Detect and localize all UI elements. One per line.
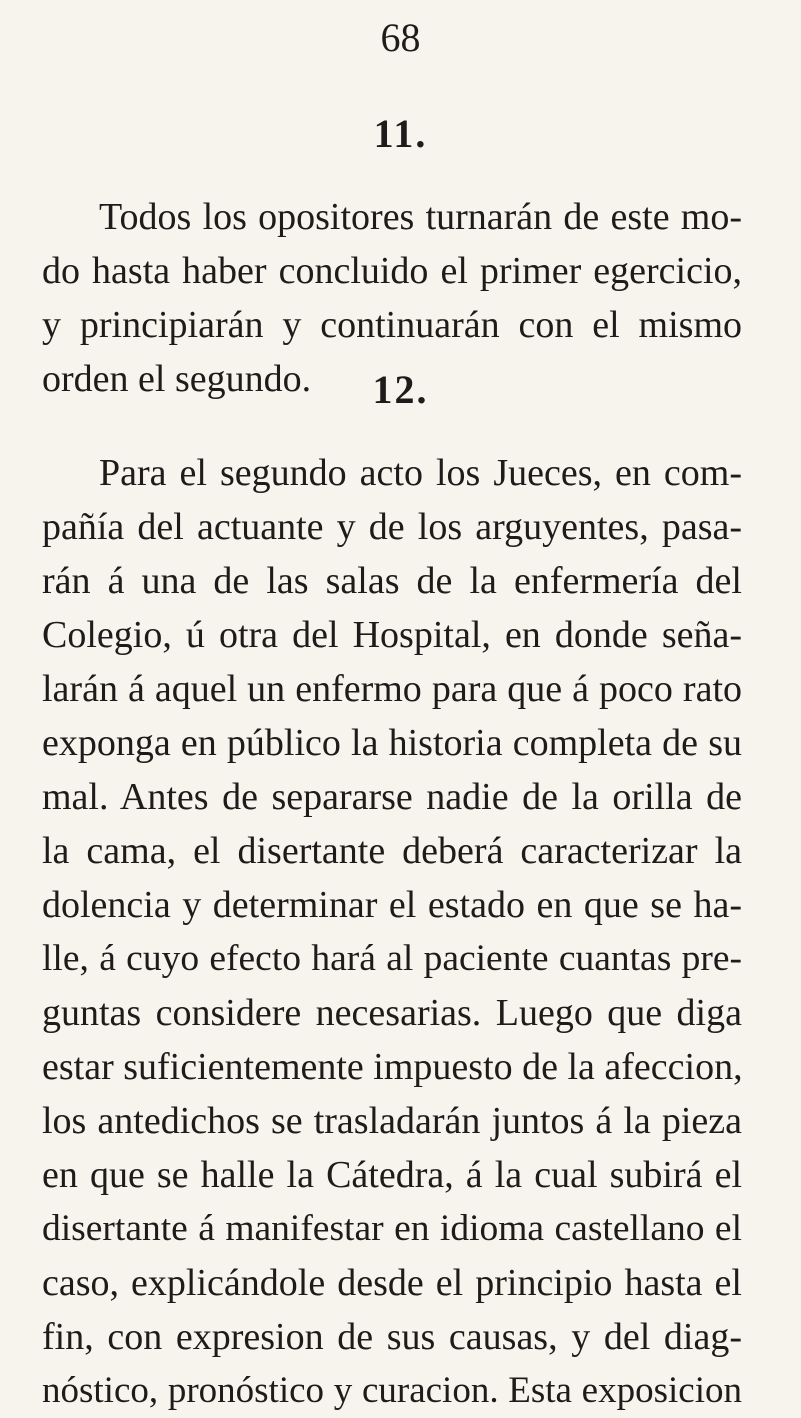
text-line: y principiarán y continuarán con el mismo bbox=[42, 304, 742, 346]
paragraph-section-12 bbox=[42, 446, 742, 1418]
text-line: do hasta haber concluido el primer egercicio, bbox=[42, 250, 742, 292]
text-line: Para el segundo acto los Jueces, en com- bbox=[99, 452, 742, 494]
text-line: estar suficientemente impuesto de la afeccion, bbox=[42, 1046, 743, 1088]
text-line: nóstico, pronóstico y curacion. Esta exposicion bbox=[42, 1370, 742, 1411]
text-line: guntas considere necesarias. Luego que diga bbox=[42, 992, 742, 1034]
text-line: lle, á cuyo efecto hará al paciente cuantas pre- bbox=[42, 938, 742, 979]
text-line: orden el segundo. bbox=[42, 358, 312, 400]
text-line: exponga en público la historia completa de su bbox=[42, 722, 742, 764]
text-line: fin, con expresion de sus causas, y del diag- bbox=[42, 1316, 742, 1358]
text-line: los antedichos se trasladarán juntos á la pieza bbox=[42, 1100, 742, 1142]
text-line: pañía del actuante y de los arguyentes, pasa- bbox=[42, 506, 742, 548]
page-number: 68 bbox=[380, 15, 421, 60]
text-line: dolencia y determinar el estado en que se ha- bbox=[42, 884, 742, 926]
text-line: Colegio, ú otra del Hospital, en donde seña- bbox=[42, 614, 742, 656]
text-line: larán á aquel un enfermo para que á poco rato bbox=[42, 668, 742, 710]
text-line: Todos los opositores turnarán de este mo- bbox=[99, 196, 742, 238]
text-line: mal. Antes de separarse nadie de la orilla de bbox=[42, 776, 742, 818]
text-line: disertante á manifestar en idioma castellano el bbox=[42, 1208, 742, 1249]
text-line: rán á una de las salas de la enfermería del bbox=[42, 560, 742, 602]
section-number-12: 12. bbox=[372, 367, 429, 412]
text-line: en que se halle la Cátedra, á la cual subirá el bbox=[42, 1154, 742, 1196]
text-line: caso, explicándole desde el principio hasta el bbox=[42, 1262, 742, 1304]
section-number-11: 11. bbox=[373, 111, 428, 156]
text-line: la cama, el disertante deberá caracterizar la bbox=[42, 830, 742, 872]
